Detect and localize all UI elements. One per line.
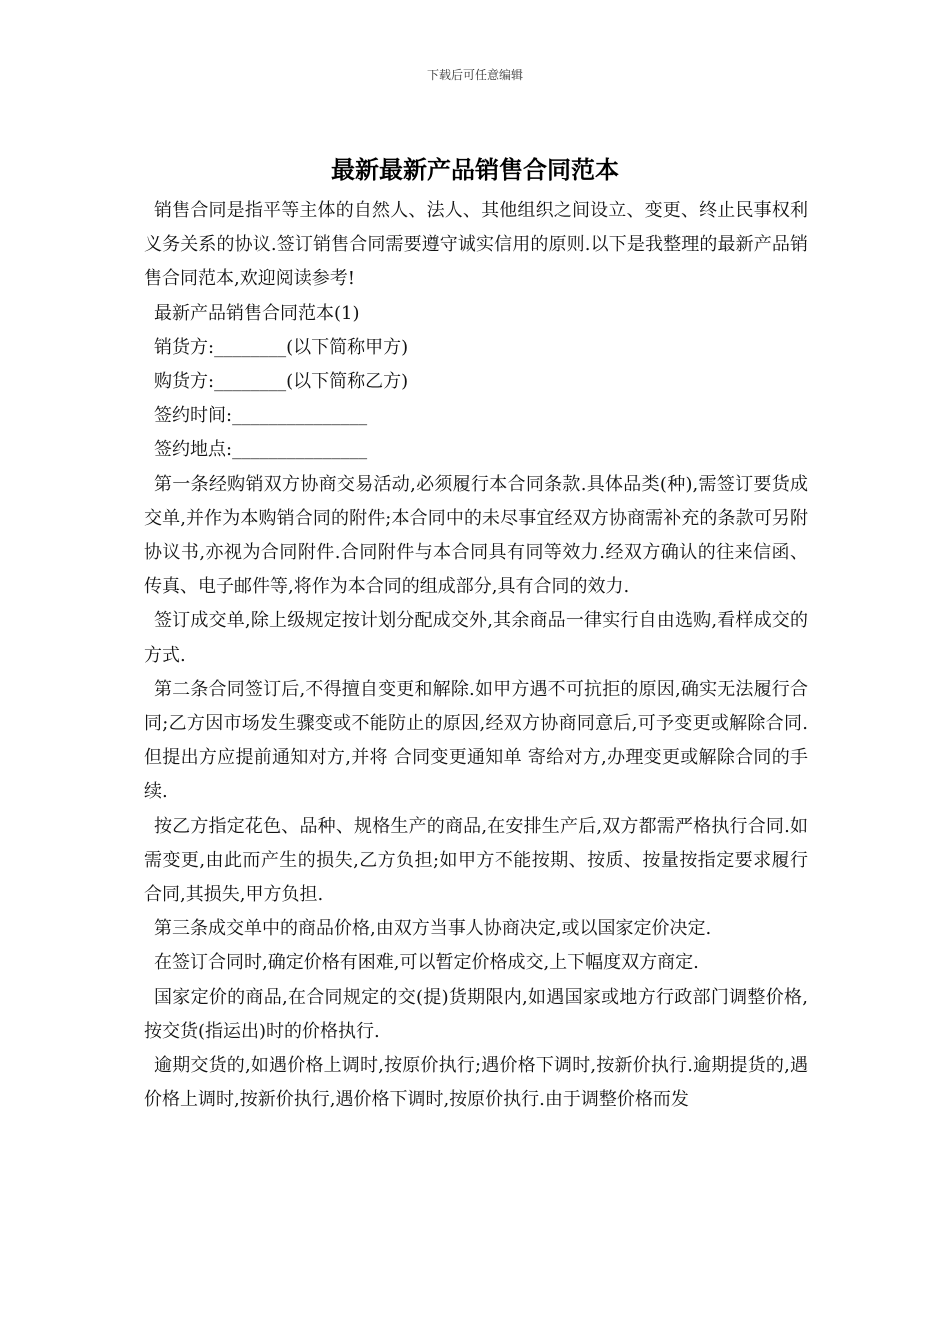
signing-place-line: 签约地点:_______________ [154,439,368,461]
header-note: 下载后可任意编辑 [426,68,523,82]
specified-goods-paragraph: 按乙方指定花色、品种、规格生产的商品,在安排生产后,双方都需严格执行合同.如需变更,由此而产生的损失,乙方负担;如甲方不能按期、按质、按量按指定要求履行合同,其损失,甲方负担. [144,815,808,906]
article-3-paragraph: 第三条成交单中的商品价格,由双方当事人协商决定,或以国家定价决定. [154,918,712,940]
article-1-paragraph: 第一条经购销双方协商交易活动,必须履行本合同条款.具体品类(种),需签订要货成交单,并作为本购销合同的附件;本合同中的未尽事宜经双方协商需补充的条款可另附协议书,亦视为合同附件.合同附件与本合同具有同等效力.经双方确认的往来信函、传真、电子邮件等,将作为本合同的组成部分,具有合同的效力. [144,473,808,598]
document-body [144,194,808,1117]
overdue-delivery-paragraph: 逾期交货的,如遇价格上调时,按原价执行;遇价格下调时,按新价执行.逾期提货的,遇价格上调时,按新价执行,遇价格下调时,按原价执行.由于调整价格而发 [144,1055,808,1111]
article-2-paragraph: 第二条合同签订后,不得擅自变更和解除.如甲方遇不可抗拒的原因,确实无法履行合同;乙方因市场发生骤变或不能防止的原因,经双方协商同意后,可予变更或解除合同.但提出方应提前通知对方,并将 合同变更通知单 寄给对方,办理变更或解除合同的手续. [144,678,808,803]
contract-subtitle: 最新产品销售合同范本(1) [154,302,360,324]
seller-line: 销货方:________(以下简称甲方) [154,336,409,358]
buyer-line: 购货方:________(以下简称乙方) [154,371,409,393]
signing-time-line: 签约时间:_______________ [154,405,368,427]
state-price-paragraph: 国家定价的商品,在合同规定的交(提)货期限内,如遇国家或地方行政部门调整价格,按交货(指运出)时的价格执行. [144,986,808,1042]
provisional-price-paragraph: 在签订合同时,确定价格有困难,可以暂定价格成交,上下幅度双方商定. [154,952,699,974]
document-title: 最新最新产品销售合同范本 [331,155,619,184]
order-form-paragraph: 签订成交单,除上级规定按计划分配成交外,其余商品一律实行自由选购,看样成交的方式. [144,610,808,666]
intro-paragraph: 销售合同是指平等主体的自然人、法人、其他组织之间设立、变更、终止民事权利义务关系的协议.签订销售合同需要遵守诚实信用的原则.以下是我整理的最新产品销售合同范本,欢迎阅读参考! [144,200,808,290]
